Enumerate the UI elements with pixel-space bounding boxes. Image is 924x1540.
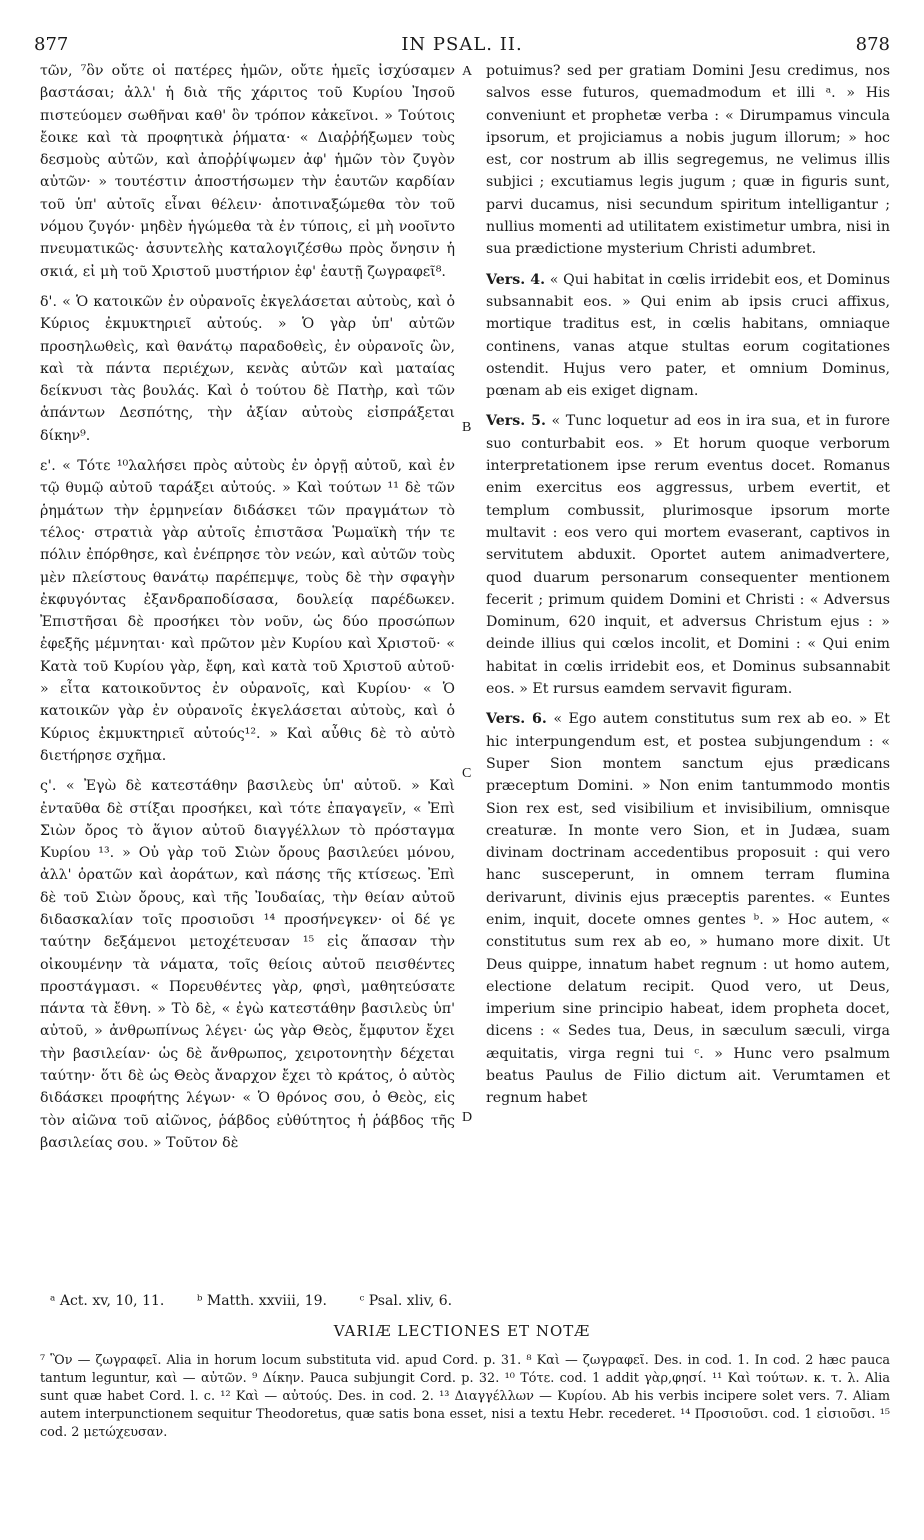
latin-column — [486, 60, 890, 1118]
verse-text: « Qui habitat in cœlis irridebit eos, et Dominus subsannabit eos. » Qui enim ab ipsis cruci affixus, mortique traditus est, in cœlis habitans, omniaque continens, vanas atque stultas eorum cogitationes ostendit. Hujus vero pater, et omnium Dominus, pœnam ab eis exiget dignam. — [486, 271, 890, 400]
notes-title: VARIÆ LECTIONES ET NOTÆ — [333, 1322, 591, 1340]
latin-paragraph-verse-4 — [486, 269, 890, 403]
greek-paragraph-verse-5: ε'. « Τότε ¹⁰λαλήσει πρὸς αὐτοὺς ἐν ὀργῇ αὐτοῦ, καὶ ἐν τῷ θυμῷ αὐτοῦ ταράξει αὐτούς. » Καὶ τούτων ¹¹ δὲ τῶν ῥημάτων τὴν ἑρμηνείαν διδάσκει τῶν πραγμάτων τὸ τέλος· στρατιὰ γὰρ αὐτοῖς ἐπιστᾶσα Ῥωμαϊκὴ τήν τε πόλιν ἐπόρθησε, καὶ ἐνέπρησε τὸν νεών, καὶ αὐτῶν τοὺς μὲν πλείστους θανάτῳ παρέπεμψε, τοὺς δὲ τὴν σφαγὴν ἐκφυγόντας ἐξανδραποδίσασα, δουλείᾳ παρέδωκεν. Ἐπιστῆσαι δὲ προσήκει τὸν νοῦν, ὡς δύο προσώπων ἐφεξῆς μέμνηται· καὶ πρῶτον μὲν Κυρίου καὶ Χριστοῦ· « Κατὰ τοῦ Κυρίου γὰρ, ἔφη, καὶ κατὰ τοῦ Χριστοῦ αὐτοῦ· » εἶτα κατοικοῦντος ἐν οὐρανοῖς, καὶ Κυρίου· « Ὁ κατοικῶν γὰρ ἐν οὐρανοῖς ἐκγελάσεται αὐτοὺς, καὶ ὁ Κύριος ἐκμυκτηριεῖ αὐτούς¹². » Καὶ αὖθις δὲ τὸ αὐτὸ διετήρησε σχῆμα. — [40, 458, 455, 764]
latin-paragraph-verse-5 — [486, 410, 890, 700]
verse-label: Vers. 4. — [486, 271, 546, 288]
greek-paragraph-verse-4: δ'. « Ὁ κατοικῶν ἐν οὐρανοῖς ἐκγελάσεται αὐτοὺς, καὶ ὁ Κύριος ἐκμυκτηριεῖ αὐτούς. » Ὁ γὰρ ὑπ' αὐτῶν προσηλωθεὶς, καὶ θανάτῳ παραδοθεὶς, ἐν οὐρανοῖς ὢν, καὶ τὰ πάντα περιέχων, κενὰς αὐτῶν καὶ ματαίας δείκνυσι τὰς βουλάς. Καὶ ὁ τούτου δὲ Πατὴρ, καὶ τῶν ἁπάντων Δεσπότης, τὴν ἀξίαν αὐτοὺς εἰσπράξεται δίκην⁹. — [40, 293, 455, 444]
greek-paragraph-verse-6: ς'. « Ἐγὼ δὲ κατεστάθην βασιλεὺς ὑπ' αὐτοῦ. » Καὶ ἐνταῦθα δὲ στίξαι προσήκει, καὶ τότε ἐπαγαγεῖν, « Ἐπὶ Σιὼν ὄρος τὸ ἅγιον αὐτοῦ διαγγέλλων τὸ πρόσταγμα Κυρίου ¹³. » Οὐ γὰρ τοῦ Σιὼν ὄρους βασιλεύει μόνου, ἀλλ' ὁρατῶν καὶ ἀοράτων, καὶ πάσης τῆς κτίσεως. Ἐπὶ δὲ τοῦ Σιὼν ὄρους, καὶ τῆς Ἰουδαίας, τὴν θείαν αὐτοῦ διδασκαλίαν τοῖς προσιοῦσι ¹⁴ προσήνεγκεν· οἱ δέ γε ταύτην δεξάμενοι μετοχέτευσαν ¹⁵ εἰς ἅπασαν τὴν οἰκουμένην τὰ νάματα, τοῖς θείοις αὐτοῦ πεισθέντες προστάγμασι. « Πορευθέντες γὰρ, φησὶ, μαθητεύσατε πάντα τὰ ἔθνη. » Τὸ δὲ, « ἐγὼ κατεστάθην βασιλεὺς ὑπ' αὐτοῦ, » ἀνθρωπίνως λέγει· ὡς γὰρ Θεὸς, ἔμφυτον ἔχει τὴν βασιλείαν· ὡς δὲ ἄνθρωπος, χειροτονητὴν δέχεται ταύτην· ὅτι δὲ ὡς Θεὸς ἄναρχον ἔχει τὸ κράτος, ὁ αὐτὸς διδάσκει προφήτης λέγων· « Ὁ θρόνος σου, ὁ Θεὸς, εἰς τὸν αἰῶνα τοῦ αἰῶνος, ῥάβδος εὐθύτητος ἡ ῥάβδος τῆς βασιλείας σου. » Τοῦτον δὲ — [40, 778, 455, 1151]
reference-b: ᵇ Matth. xxviii, 19. — [196, 1293, 328, 1309]
verse-text: « Tunc loquetur ad eos in ira sua, et in furore suo conturbabit eos. » Et horum quoque verborum interpretationem ipse rerum eventus docet. Romanus enim exercitus eos aggressus, urbem evertit, et templum combussit, plurimosque ipsorum morte multavit : eos vero qui mortem evaserant, captivos in servitutem abduxit. Oportet autem animadvertere, quod duarum personarum consequenter mentionem fecerit ; primum quidem Domini et Christi : « Adversus Dominum, 620 inquit, et adversus Christum ejus : » deinde illius qui cœlos incolit, et Domini : « Qui enim habitat in cœlis irridebit eos, et Dominus subsannabit eos. » Et rursus eamdem servavit figuram. — [486, 413, 890, 698]
reference-c: ᶜ Psal. xliv, 6. — [359, 1293, 453, 1309]
margin-letter-b: B — [462, 420, 472, 435]
latin-paragraph-1: potuimus? sed per gratiam Domini Jesu credimus, nos salvos esse futuros, quemadmodum et illi ᵃ. » His conveniunt et prophetæ verba : « Dirumpamus vincula ipsorum, et projiciamus a nobis jugum illorum; » hoc est, cor nostrum ab illis segregemus, ne velimus illis subjici ; excutiamus legis jugum ; quæ in figuris sunt, parvi ducamus, nisi secundum spiritum intelligantur ; nullius momenti ad utilitatem existimetur umbra, nisi in sua prædictione mysterium Christi adumbret. — [486, 63, 890, 258]
variant-readings-notes — [40, 1352, 890, 1442]
notes-text: ⁷ Ὃν — ζωγραφεῖ. Alia in horum locum substituta vid. apud Cord. p. 31. ⁸ Καὶ — ζωγραφεῖ. Des. in cod. 1. In cod. 2 hæc pauca tantum leguntur, καὶ — αὐτῶν. ⁹ Δίκην. Pauca subjungit Cord. p. 32. ¹⁰ Τότε. cod. 1 addit γὰρ,φησί. ¹¹ Καὶ τούτων. κ. τ. λ. Alia sunt quæ habet Cord. l. c. ¹² Καὶ — αὐτούς. Des. in cod. 2. ¹³ Διαγγέλλων — Κυρίου. Ab his verbis incipere solet vers. 7. Aliam autem interpunctionem sequitur Theodoretus, quæ satis bona esset, nisi a textu Hebr. recederet. ¹⁴ Προσιοῦσι. cod. 1 εἰσιοῦσι. ¹⁵ cod. 2 μετώχευσαν. — [40, 1353, 890, 1440]
margin-letter-d: D — [462, 1110, 473, 1125]
page-number-right: 878 — [855, 34, 890, 55]
margin-letter-c: C — [462, 766, 472, 781]
latin-paragraph-verse-6 — [486, 708, 890, 1109]
greek-paragraph-1: τῶν, ⁷ὃν οὔτε οἱ πατέρες ἡμῶν, οὔτε ἡμεῖς ἰσχύσαμεν βαστάσαι; ἀλλ' ἡ διὰ τῆς χάριτος τοῦ Κυρίου Ἰησοῦ πιστεύομεν σωθῆναι καθ' ὃν τρόπον κἀκεῖνοι. » Τούτοις ἔοικε καὶ τὰ προφητικὰ ῥήματα· « Διαῤῥήξωμεν τοὺς δεσμοὺς αὐτῶν, καὶ ἀποῤῥίψωμεν ἀφ' ἡμῶν τὸν ζυγὸν αὐτῶν· » τουτέστιν ἀποστήσωμεν τὴν ἑαυτῶν καρδίαν τοῦ ὑπ' αὐτοῖς εἶναι θέλειν· ἀποτιναξώμεθα τὸν τοῦ νόμου ζυγόν· μηδὲν ἡγώμεθα τὰ ἐν τύποις, εἰ μὴ νοοῖντο πνευματικῶς· ἀσυντελὴς καταλογιζέσθω πρὸς ὄνησιν ἡ σκιά, εἰ μὴ τοῦ Χριστοῦ μυστήριον ἐφ' ἑαυτῇ ζωγραφεῖ⁸. — [40, 63, 455, 280]
reference-a: ᵃ Act. xv, 10, 11. — [50, 1293, 165, 1309]
page-number-left: 877 — [34, 34, 69, 55]
verse-label: Vers. 5. — [486, 413, 546, 430]
running-title: IN PSAL. II. — [401, 34, 523, 55]
verse-label: Vers. 6. — [486, 711, 547, 728]
verse-text: « Ego autem constitutus sum rex ab eo. » Et hic interpungendum est, et postea subjungendum : « Super Sion montem sanctum ejus prædicans præceptum Domini. » Non enim tantummodo montis Sion rex est, sed visibilium et invisibilium, omnisque creaturæ. In monte vero Sion, et in Judæa, suam divinam doctrinam accedentibus proposuit : qui vero hanc susceperunt, in omnem terram flumina derivarunt, divinis ejus præceptis parentes. « Euntes enim, inquit, docete omnes gentes ᵇ. » Hoc autem, « constitutus sum rex ab eo, » humano more dixit. Ut Deus quippe, innatum habet regnum : ut homo autem, electione delatum recipit. Quod vero, ut Deus, imperium sine principio habeat, idem propheta docet, dicens : « Sedes tua, Deus, in sæculum sæculi, virga æquitatis, virga regni tui ᶜ. » Hunc vero psalmum beatus Paulus de Filio dictum ait. Verumtamen et regnum habet — [486, 711, 890, 1107]
margin-letter-a: A — [462, 64, 473, 79]
scripture-references — [50, 1293, 480, 1309]
page-header — [34, 34, 890, 58]
greek-column — [40, 60, 455, 1162]
